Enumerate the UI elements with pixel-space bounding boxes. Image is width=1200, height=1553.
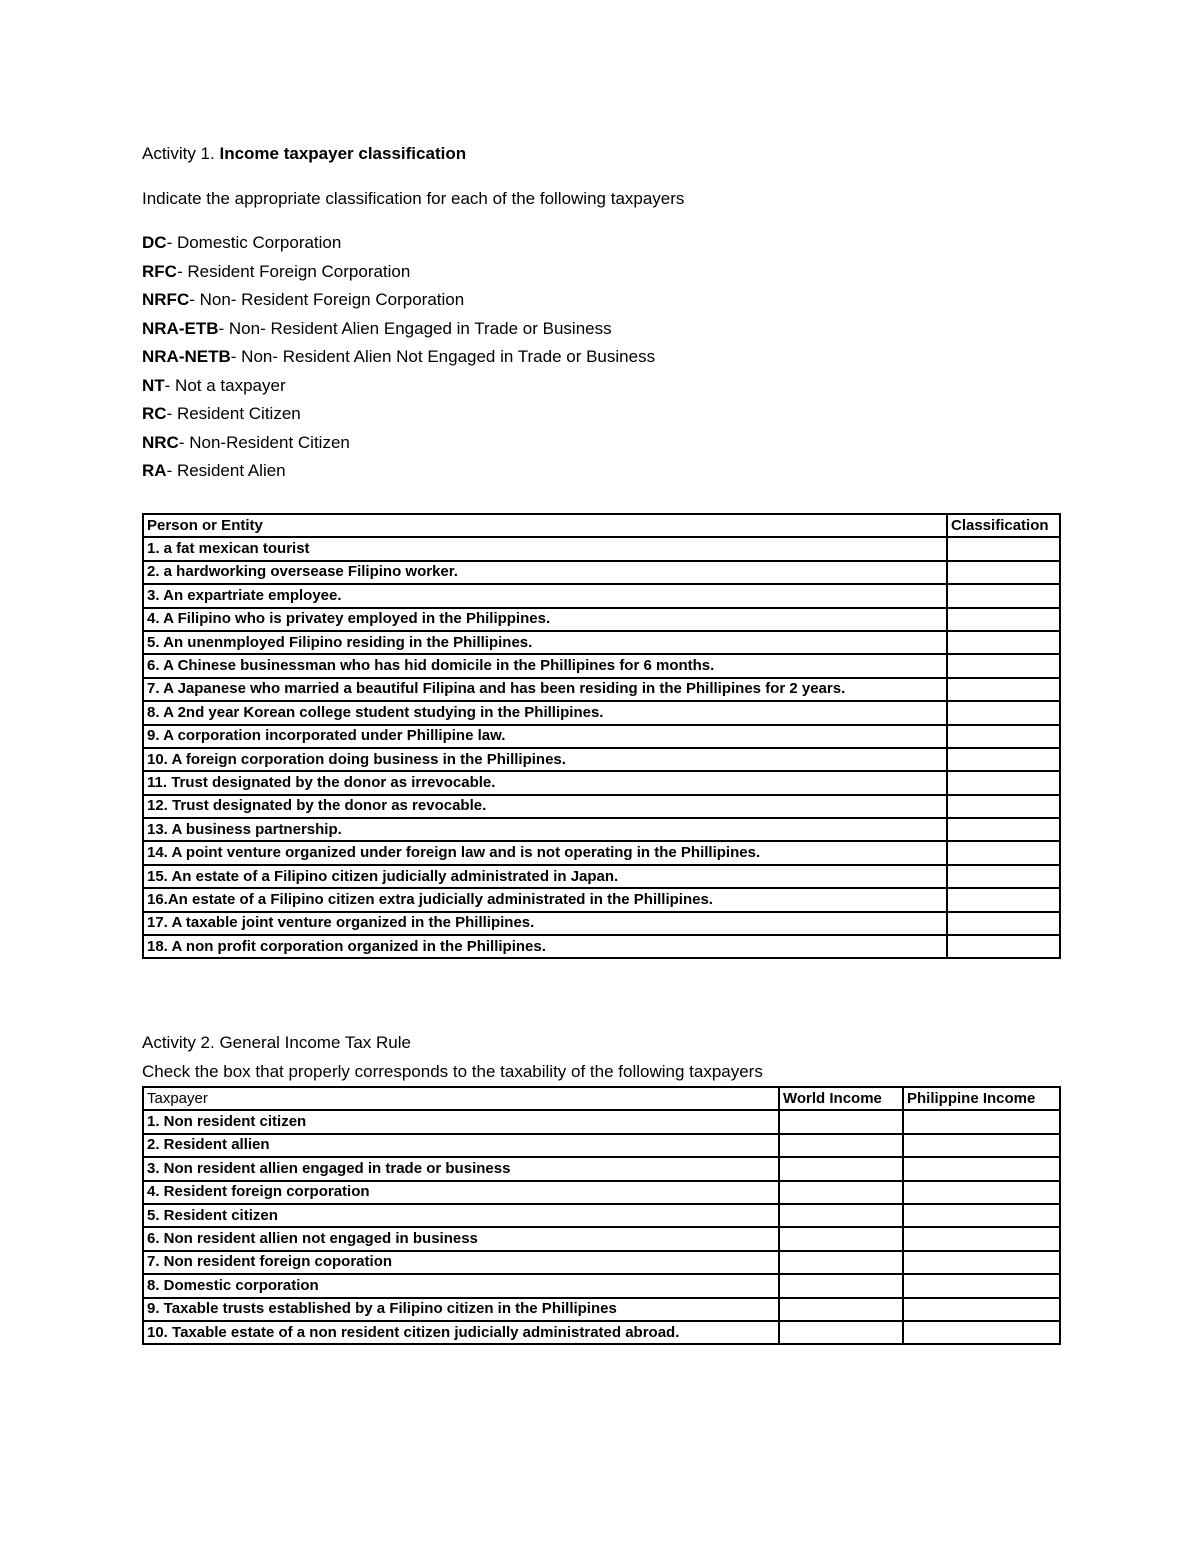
- world-income-checkbox-cell[interactable]: [779, 1204, 903, 1227]
- classification-answer-cell[interactable]: [947, 912, 1060, 935]
- world-income-checkbox-cell[interactable]: [779, 1321, 903, 1344]
- legend-item: [142, 346, 655, 368]
- person-or-entity-cell: 11. Trust designated by the donor as irrevocable.: [143, 771, 947, 794]
- person-or-entity-cell: 9. A corporation incorporated under Phillipine law.: [143, 725, 947, 748]
- legend-item: [142, 261, 410, 283]
- table-row: [143, 725, 1060, 748]
- table-row: [143, 1110, 1060, 1133]
- legend-item: [142, 432, 350, 454]
- table-row: [143, 795, 1060, 818]
- classification-answer-cell[interactable]: [947, 795, 1060, 818]
- legend-code: RA: [142, 461, 167, 480]
- table-row: [143, 1157, 1060, 1180]
- table-row: [143, 1321, 1060, 1344]
- header-person-or-entity: Person or Entity: [143, 514, 947, 537]
- philippine-income-checkbox-cell[interactable]: [903, 1251, 1060, 1274]
- person-or-entity-cell: 1. a fat mexican tourist: [143, 537, 947, 560]
- world-income-checkbox-cell[interactable]: [779, 1134, 903, 1157]
- table-row: [143, 841, 1060, 864]
- legend-description: - Domestic Corporation: [166, 233, 342, 252]
- activity1-title: [142, 143, 466, 165]
- person-or-entity-cell: 12. Trust designated by the donor as revocable.: [143, 795, 947, 818]
- legend-description: - Resident Foreign Corporation: [176, 261, 411, 281]
- taxpayer-cell: 6. Non resident allien not engaged in business: [143, 1227, 779, 1250]
- table-row: [143, 701, 1060, 724]
- philippine-income-checkbox-cell[interactable]: [903, 1204, 1060, 1227]
- classification-answer-cell[interactable]: [947, 841, 1060, 864]
- taxpayer-cell: 3. Non resident allien engaged in trade or business: [143, 1157, 779, 1180]
- table-row: [143, 1274, 1060, 1297]
- world-income-checkbox-cell[interactable]: [779, 1274, 903, 1297]
- table-row: [143, 1204, 1060, 1227]
- person-or-entity-cell: 16.An estate of a Filipino citizen extra judicially administrated in the Phillipines.: [143, 888, 947, 911]
- classification-answer-cell[interactable]: [947, 935, 1060, 958]
- classification-answer-cell[interactable]: [947, 537, 1060, 560]
- table-row: [143, 888, 1060, 911]
- table-row: [143, 771, 1060, 794]
- classification-answer-cell[interactable]: [947, 654, 1060, 677]
- header-world-income: World Income: [779, 1087, 903, 1110]
- table-row: [143, 1251, 1060, 1274]
- table-row: [143, 748, 1060, 771]
- taxpayer-cell: 8. Domestic corporation: [143, 1274, 779, 1297]
- table-row: [143, 654, 1060, 677]
- taxpayer-cell: 7. Non resident foreign coporation: [143, 1251, 779, 1274]
- header-classification: Classification: [947, 514, 1060, 537]
- classification-table-header: [143, 514, 1060, 537]
- taxpayer-cell: 1. Non resident citizen: [143, 1110, 779, 1133]
- classification-answer-cell[interactable]: [947, 865, 1060, 888]
- legend-item: [142, 232, 341, 254]
- person-or-entity-cell: 15. An estate of a Filipino citizen judicially administrated in Japan.: [143, 865, 947, 888]
- table-row: [143, 1181, 1060, 1204]
- table-row: [143, 631, 1060, 654]
- legend-description: - Resident Citizen: [166, 404, 301, 423]
- table-row: [143, 1298, 1060, 1321]
- legend-code: NRC: [142, 432, 179, 452]
- legend-code: NRFC: [142, 290, 190, 309]
- legend-code: RC: [142, 404, 167, 423]
- person-or-entity-cell: 4. A Filipino who is privatey employed in the Philippines.: [143, 608, 947, 631]
- world-income-checkbox-cell[interactable]: [779, 1110, 903, 1133]
- table-row: [143, 912, 1060, 935]
- taxpayer-cell: 4. Resident foreign corporation: [143, 1181, 779, 1204]
- legend-description: - Resident Alien: [166, 461, 286, 480]
- legend-description: - Not a taxpayer: [164, 375, 286, 395]
- person-or-entity-cell: 7. A Japanese who married a beautiful Filipina and has been residing in the Phillipines for 2 years.: [143, 678, 947, 701]
- classification-answer-cell[interactable]: [947, 818, 1060, 841]
- world-income-checkbox-cell[interactable]: [779, 1157, 903, 1180]
- classification-answer-cell[interactable]: [947, 748, 1060, 771]
- header-philippine-income: Philippine Income: [903, 1087, 1060, 1110]
- taxpayer-cell: 2. Resident allien: [143, 1134, 779, 1157]
- table-row: [143, 678, 1060, 701]
- philippine-income-checkbox-cell[interactable]: [903, 1274, 1060, 1297]
- person-or-entity-cell: 3. An expartriate employee.: [143, 584, 947, 607]
- legend-description: - Non- Resident Foreign Corporation: [189, 290, 465, 309]
- classification-answer-cell[interactable]: [947, 701, 1060, 724]
- activity2-title: Activity 2. General Income Tax Rule: [142, 1033, 411, 1052]
- classification-answer-cell[interactable]: [947, 608, 1060, 631]
- legend-item: [142, 289, 464, 311]
- philippine-income-checkbox-cell[interactable]: [903, 1298, 1060, 1321]
- philippine-income-checkbox-cell[interactable]: [903, 1321, 1060, 1344]
- philippine-income-checkbox-cell[interactable]: [903, 1134, 1060, 1157]
- table-row: [143, 865, 1060, 888]
- legend-item: [142, 403, 301, 425]
- person-or-entity-cell: 8. A 2nd year Korean college student studying in the Phillipines.: [143, 701, 947, 724]
- person-or-entity-cell: 14. A point venture organized under foreign law and is not operating in the Phillipines.: [143, 841, 947, 864]
- table-row: [143, 1134, 1060, 1157]
- philippine-income-checkbox-cell[interactable]: [903, 1110, 1060, 1133]
- table-row: [143, 1227, 1060, 1250]
- legend-item: [142, 460, 286, 482]
- table-row: [143, 608, 1060, 631]
- table-row: [143, 561, 1060, 584]
- table-row: [143, 584, 1060, 607]
- person-or-entity-cell: 18. A non profit corporation organized in the Phillipines.: [143, 935, 947, 958]
- legend-item: [142, 375, 286, 397]
- classification-answer-cell[interactable]: [947, 678, 1060, 701]
- philippine-income-checkbox-cell[interactable]: [903, 1157, 1060, 1180]
- person-or-entity-cell: 13. A business partnership.: [143, 818, 947, 841]
- table-row: [143, 935, 1060, 958]
- world-income-checkbox-cell[interactable]: [779, 1227, 903, 1250]
- person-or-entity-cell: 6. A Chinese businessman who has hid domicile in the Phillipines for 6 months.: [143, 654, 947, 677]
- classification-answer-cell[interactable]: [947, 584, 1060, 607]
- classification-answer-cell[interactable]: [947, 888, 1060, 911]
- legend-item: [142, 318, 612, 340]
- taxpayer-cell: 5. Resident citizen: [143, 1204, 779, 1227]
- classification-table: [142, 513, 1061, 959]
- person-or-entity-cell: 17. A taxable joint venture organized in the Phillipines.: [143, 912, 947, 935]
- classification-answer-cell[interactable]: [947, 561, 1060, 584]
- taxability-table: [142, 1086, 1061, 1345]
- legend-code: NRA-NETB: [142, 347, 231, 366]
- legend-description: - Non- Resident Alien Engaged in Trade or Business: [218, 318, 612, 338]
- activity1-title-prefix: Activity 1.: [142, 144, 215, 163]
- legend-code: DC: [142, 233, 167, 252]
- table-row: [143, 537, 1060, 560]
- header-taxpayer: Taxpayer: [143, 1087, 779, 1110]
- taxpayer-cell: 10. Taxable estate of a non resident citizen judicially administrated abroad.: [143, 1321, 779, 1344]
- classification-answer-cell[interactable]: [947, 631, 1060, 654]
- taxpayer-cell: 9. Taxable trusts established by a Filipino citizen in the Phillipines: [143, 1298, 779, 1321]
- table-row: [143, 818, 1060, 841]
- person-or-entity-cell: 10. A foreign corporation doing business in the Phillipines.: [143, 748, 947, 771]
- legend-code: NRA-ETB: [142, 318, 219, 338]
- activity1-title-bold: Income taxpayer classification: [219, 144, 467, 163]
- legend-description: - Non- Resident Alien Not Engaged in Trade or Business: [230, 347, 656, 366]
- legend-code: NT: [142, 375, 165, 395]
- world-income-checkbox-cell[interactable]: [779, 1181, 903, 1204]
- world-income-checkbox-cell[interactable]: [779, 1298, 903, 1321]
- legend-description: - Non-Resident Citizen: [178, 432, 350, 452]
- classification-answer-cell[interactable]: [947, 771, 1060, 794]
- activity2-instruction: Check the box that properly corresponds to the taxability of the following taxpayers: [142, 1062, 763, 1081]
- legend-code: RFC: [142, 261, 177, 281]
- world-income-checkbox-cell[interactable]: [779, 1251, 903, 1274]
- person-or-entity-cell: 2. a hardworking oversease Filipino worker.: [143, 561, 947, 584]
- person-or-entity-cell: 5. An unenmployed Filipino residing in the Phillipines.: [143, 631, 947, 654]
- philippine-income-checkbox-cell[interactable]: [903, 1227, 1060, 1250]
- classification-answer-cell[interactable]: [947, 725, 1060, 748]
- taxability-table-header: [143, 1087, 1060, 1110]
- philippine-income-checkbox-cell[interactable]: [903, 1181, 1060, 1204]
- activity1-instruction: Indicate the appropriate classification for each of the following taxpayers: [142, 189, 685, 208]
